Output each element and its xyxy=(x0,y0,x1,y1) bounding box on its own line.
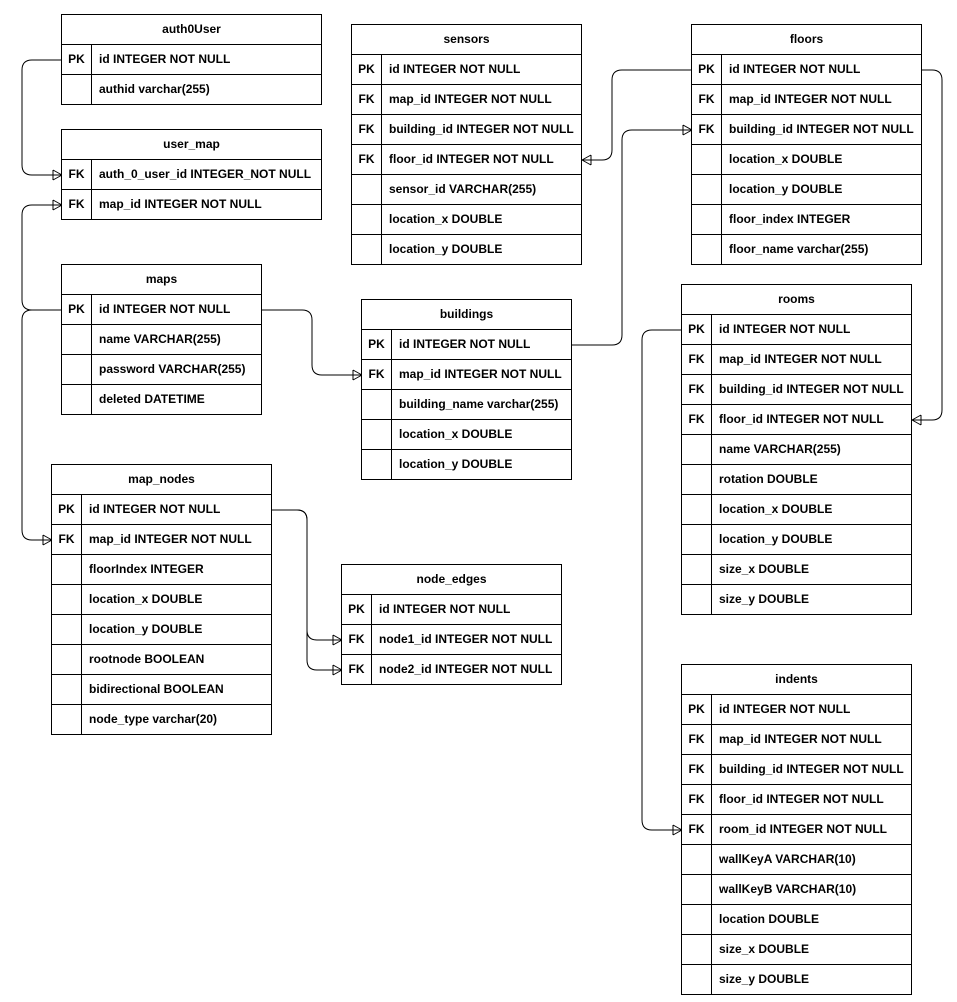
table-row xyxy=(682,405,911,435)
table-row xyxy=(62,45,321,75)
field-cell: building_id INTEGER NOT NULL xyxy=(729,122,914,136)
table-row xyxy=(682,435,911,465)
table-row xyxy=(62,385,261,414)
table-row xyxy=(682,555,911,585)
table-row xyxy=(62,355,261,385)
key-cell: PK xyxy=(362,330,392,359)
table-row xyxy=(352,85,581,115)
table-row xyxy=(682,755,911,785)
table-row xyxy=(62,75,321,104)
field-cell: map_id INTEGER NOT NULL xyxy=(719,732,882,746)
table-row xyxy=(682,785,911,815)
table-row xyxy=(362,390,571,420)
field-cell: map_id INTEGER NOT NULL xyxy=(89,532,252,546)
table-row xyxy=(692,145,921,175)
table-title: auth0User xyxy=(62,15,321,45)
table-row xyxy=(682,345,911,375)
table-auth0user xyxy=(61,14,322,105)
key-cell: FK xyxy=(692,115,722,144)
table-row xyxy=(692,55,921,85)
key-cell: PK xyxy=(62,45,92,74)
table-row xyxy=(52,585,271,615)
table-title: user_map xyxy=(62,130,321,160)
key-cell xyxy=(52,615,82,644)
table-title: indents xyxy=(682,665,911,695)
table-sensors xyxy=(351,24,582,265)
table-title: floors xyxy=(692,25,921,55)
table-row xyxy=(62,295,261,325)
key-cell: FK xyxy=(342,655,372,684)
table-row xyxy=(352,235,581,264)
table-user-map xyxy=(61,129,322,220)
field-cell: node2_id INTEGER NOT NULL xyxy=(379,662,553,676)
table-row xyxy=(52,555,271,585)
key-cell: FK xyxy=(342,625,372,654)
key-cell: FK xyxy=(692,85,722,114)
table-row xyxy=(52,615,271,645)
key-cell xyxy=(682,965,712,994)
key-cell xyxy=(682,465,712,494)
field-cell: size_x DOUBLE xyxy=(719,942,810,956)
field-cell: location_y DOUBLE xyxy=(399,457,513,471)
field-cell: floor_name varchar(255) xyxy=(729,242,869,256)
key-cell: FK xyxy=(62,190,92,219)
key-cell: FK xyxy=(682,725,712,754)
key-cell: FK xyxy=(62,160,92,189)
table-indents xyxy=(681,664,912,995)
edge-maps-to-user-map xyxy=(22,200,62,310)
field-cell: wallKeyB VARCHAR(10) xyxy=(719,882,857,896)
field-cell: authid varchar(255) xyxy=(99,82,210,96)
table-row xyxy=(682,815,911,845)
key-cell xyxy=(682,495,712,524)
key-cell: FK xyxy=(352,145,382,174)
table-row xyxy=(682,495,911,525)
key-cell xyxy=(682,585,712,614)
field-cell: building_id INTEGER NOT NULL xyxy=(719,762,904,776)
key-cell xyxy=(692,235,722,264)
key-cell: FK xyxy=(682,345,712,374)
table-row xyxy=(362,450,571,479)
key-cell xyxy=(682,875,712,904)
edge-rooms-to-indents xyxy=(642,330,682,835)
field-cell: rotation DOUBLE xyxy=(719,472,818,486)
key-cell xyxy=(352,205,382,234)
field-cell: location_y DOUBLE xyxy=(729,182,843,196)
table-row xyxy=(362,360,571,390)
key-cell: FK xyxy=(682,375,712,404)
key-cell: PK xyxy=(52,495,82,524)
field-cell: building_name varchar(255) xyxy=(399,397,559,411)
key-cell: FK xyxy=(682,815,712,844)
field-cell: location_y DOUBLE xyxy=(89,622,203,636)
field-cell: wallKeyA VARCHAR(10) xyxy=(719,852,856,866)
key-cell xyxy=(692,145,722,174)
field-cell: id INTEGER NOT NULL xyxy=(719,322,851,336)
key-cell xyxy=(362,450,392,479)
table-row xyxy=(52,495,271,525)
field-cell: node1_id INTEGER NOT NULL xyxy=(379,632,553,646)
table-title: rooms xyxy=(682,285,911,315)
key-cell: PK xyxy=(62,295,92,324)
key-cell: FK xyxy=(682,785,712,814)
field-cell: id INTEGER NOT NULL xyxy=(719,702,851,716)
field-cell: map_id INTEGER NOT NULL xyxy=(719,352,882,366)
field-cell: location_x DOUBLE xyxy=(389,212,503,226)
field-cell: map_id INTEGER NOT NULL xyxy=(729,92,892,106)
field-cell: id INTEGER NOT NULL xyxy=(99,52,231,66)
key-cell: PK xyxy=(352,55,382,84)
table-title: sensors xyxy=(352,25,581,55)
key-cell xyxy=(362,390,392,419)
field-cell: node_type varchar(20) xyxy=(89,712,218,726)
table-row xyxy=(682,465,911,495)
key-cell xyxy=(62,325,92,354)
table-row xyxy=(682,375,911,405)
edge-floors-to-sensors xyxy=(582,70,692,165)
key-cell xyxy=(52,585,82,614)
field-cell: size_y DOUBLE xyxy=(719,972,810,986)
table-maps xyxy=(61,264,262,415)
table-row xyxy=(682,525,911,555)
table-title: map_nodes xyxy=(52,465,271,495)
field-cell: id INTEGER NOT NULL xyxy=(399,337,531,351)
key-cell: PK xyxy=(682,315,712,344)
table-row xyxy=(682,905,911,935)
key-cell: FK xyxy=(682,405,712,434)
field-cell: room_id INTEGER NOT NULL xyxy=(719,822,887,836)
table-row xyxy=(682,875,911,905)
field-cell: deleted DATETIME xyxy=(99,392,205,406)
table-row xyxy=(62,160,321,190)
table-row xyxy=(362,330,571,360)
field-cell: floor_id INTEGER NOT NULL xyxy=(389,152,554,166)
key-cell xyxy=(692,205,722,234)
table-row xyxy=(52,705,271,734)
table-floors xyxy=(691,24,922,265)
key-cell: PK xyxy=(692,55,722,84)
key-cell: FK xyxy=(362,360,392,389)
field-cell: map_id INTEGER NOT NULL xyxy=(389,92,552,106)
key-cell xyxy=(52,675,82,704)
key-cell xyxy=(52,705,82,734)
field-cell: rootnode BOOLEAN xyxy=(89,652,205,666)
table-row xyxy=(682,695,911,725)
field-cell: id INTEGER NOT NULL xyxy=(389,62,521,76)
table-rooms xyxy=(681,284,912,615)
edge-auth0user-to-user-map xyxy=(22,60,62,180)
key-cell xyxy=(52,555,82,584)
field-cell: building_id INTEGER NOT NULL xyxy=(719,382,904,396)
key-cell xyxy=(62,385,92,414)
table-row xyxy=(52,675,271,705)
key-cell: FK xyxy=(52,525,82,554)
table-title: buildings xyxy=(362,300,571,330)
key-cell xyxy=(682,435,712,464)
field-cell: bidirectional BOOLEAN xyxy=(89,682,224,696)
field-cell: floor_id INTEGER NOT NULL xyxy=(719,412,884,426)
field-cell: sensor_id VARCHAR(255) xyxy=(389,182,537,196)
table-title: maps xyxy=(62,265,261,295)
key-cell xyxy=(682,555,712,584)
table-node-edges xyxy=(341,564,562,685)
field-cell: location_x DOUBLE xyxy=(729,152,843,166)
field-cell: name VARCHAR(255) xyxy=(99,332,221,346)
field-cell: map_id INTEGER NOT NULL xyxy=(99,197,262,211)
key-cell xyxy=(682,525,712,554)
table-row xyxy=(682,935,911,965)
table-row xyxy=(692,175,921,205)
table-row xyxy=(692,235,921,264)
key-cell xyxy=(682,935,712,964)
field-cell: size_x DOUBLE xyxy=(719,562,810,576)
key-cell: PK xyxy=(682,695,712,724)
key-cell xyxy=(62,355,92,384)
table-row xyxy=(682,315,911,345)
table-title: node_edges xyxy=(342,565,561,595)
field-cell: location DOUBLE xyxy=(719,912,820,926)
key-cell: FK xyxy=(682,755,712,784)
table-row xyxy=(62,325,261,355)
key-cell: PK xyxy=(342,595,372,624)
field-cell: id INTEGER NOT NULL xyxy=(89,502,221,516)
key-cell xyxy=(352,175,382,204)
field-cell: name VARCHAR(255) xyxy=(719,442,841,456)
key-cell xyxy=(692,175,722,204)
field-cell: location_x DOUBLE xyxy=(89,592,203,606)
field-cell: id INTEGER NOT NULL xyxy=(729,62,861,76)
table-row xyxy=(682,585,911,614)
table-row xyxy=(682,965,911,994)
field-cell: location_y DOUBLE xyxy=(719,532,833,546)
table-row xyxy=(692,85,921,115)
table-row xyxy=(352,115,581,145)
table-row xyxy=(692,205,921,235)
key-cell: FK xyxy=(352,85,382,114)
table-row xyxy=(342,625,561,655)
key-cell xyxy=(52,645,82,674)
key-cell xyxy=(362,420,392,449)
table-row xyxy=(352,175,581,205)
table-row xyxy=(352,205,581,235)
field-cell: floorIndex INTEGER xyxy=(89,562,204,576)
key-cell xyxy=(682,845,712,874)
field-cell: location_y DOUBLE xyxy=(389,242,503,256)
field-cell: map_id INTEGER NOT NULL xyxy=(399,367,562,381)
table-row xyxy=(62,190,321,219)
table-buildings xyxy=(361,299,572,480)
field-cell: id INTEGER NOT NULL xyxy=(99,302,231,316)
table-row xyxy=(52,645,271,675)
field-cell: password VARCHAR(255) xyxy=(99,362,246,376)
field-cell: location_x DOUBLE xyxy=(399,427,513,441)
table-row xyxy=(342,595,561,625)
table-row xyxy=(342,655,561,684)
field-cell: id INTEGER NOT NULL xyxy=(379,602,511,616)
key-cell xyxy=(682,905,712,934)
key-cell: FK xyxy=(352,115,382,144)
field-cell: building_id INTEGER NOT NULL xyxy=(389,122,574,136)
table-row xyxy=(682,725,911,755)
table-row xyxy=(362,420,571,450)
edge-maps-to-buildings xyxy=(262,310,362,380)
key-cell xyxy=(352,235,382,264)
table-row xyxy=(692,115,921,145)
field-cell: floor_index INTEGER xyxy=(729,212,851,226)
table-row xyxy=(352,55,581,85)
table-row xyxy=(682,845,911,875)
field-cell: location_x DOUBLE xyxy=(719,502,833,516)
field-cell: size_y DOUBLE xyxy=(719,592,810,606)
field-cell: auth_0_user_id INTEGER_NOT NULL xyxy=(99,167,312,181)
field-cell: floor_id INTEGER NOT NULL xyxy=(719,792,884,806)
table-map-nodes xyxy=(51,464,272,735)
edge-buildings-to-floors xyxy=(572,125,692,345)
table-row xyxy=(352,145,581,175)
table-row xyxy=(52,525,271,555)
edge-map-nodes-to-node-edges-node2 xyxy=(272,510,342,675)
key-cell xyxy=(62,75,92,104)
